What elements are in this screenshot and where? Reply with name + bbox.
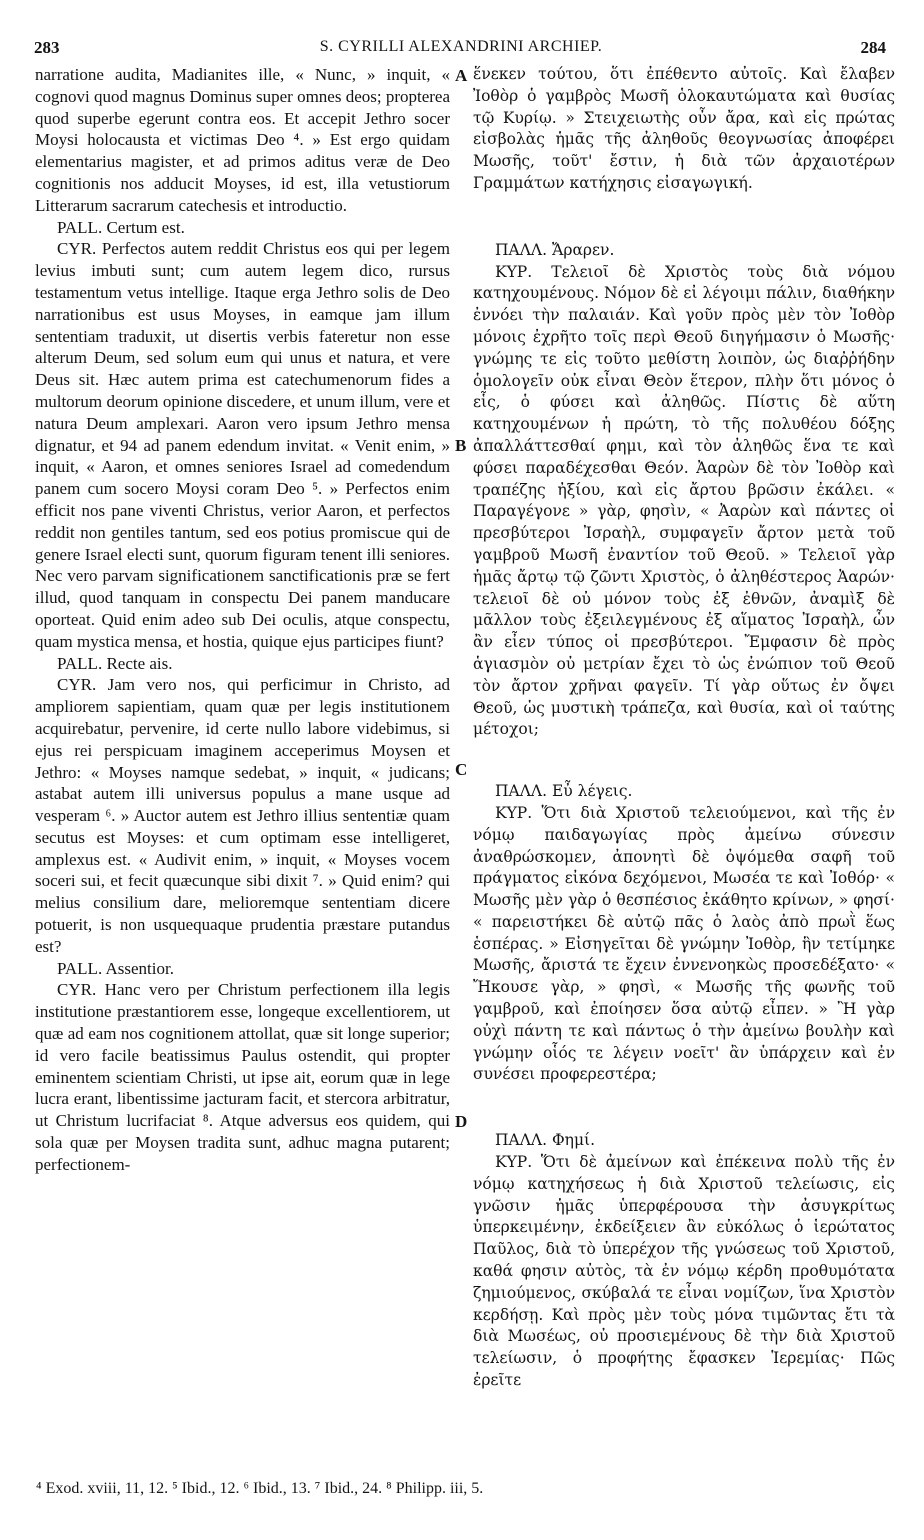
latin-column [35, 64, 450, 1176]
greek-paragraph: ΚΥΡ. Ὅτι δὲ ἀμείνων καὶ ἐπέκεινα πολὺ τῆς ἐν νόμῳ κατηχήσεως ἡ διὰ Χριστοῦ τελείωσις, εἰς γνῶσιν ἡμᾶς ὑπερφέρουσα τὴν ἀσυγκρίτως ὑπερκειμένην, ἐκδείξειεν ἂν εὐκόλως ὁ ἱερώτατος Παῦλος, διὰ τὸ ὑπερέχον τῆς γνώσεως τοῦ Χριστοῦ, καθά φησιν αὐτὸς, τὰ ἐν νόμῳ κέρδη προθυμότατα ζημιούμενος, σκύβαλά τε εἶναι νομίζων, ἵνα Χριστὸν κερδήσῃ. Καὶ πρὸς μὲν τοὺς μόνα τιμῶντας ἔτι τὰ διὰ Μωσέως, οὐ προσιεμένους δὲ τὴν διὰ Χριστοῦ τελείωσιν, ὁ προφήτης ἔφασκεν Ἱερεμίας· Πῶς ἐρεῖτε [473, 1153, 895, 1390]
section-marker-b: B [455, 436, 467, 455]
speaker-line: ΠΑΛΛ. Εὖ λέγεις. [495, 782, 633, 801]
greek-paragraph: ΚΥΡ. Ὅτι διὰ Χριστοῦ τελειούμενοι, καὶ τῆς ἐν νόμῳ παιδαγωγίας πρὸς ἀμείνω σύνεσιν ἀναθρώσκομεν, ἀπονητὶ δὲ ὀψόμεθα σαφῆ τοῦ πράγματος εἰκόνα δεχόμενοι, Μωσέα τε καὶ Ἰοθόρ· « Μωσῆς μὲν γὰρ ὁ θεσπέσιος ἐκάθητο κρίνων, » φησί· « παρειστήκει δὲ αὐτῷ πᾶς ὁ λαὸς ἀπὸ πρωῒ ἕως ἑσπέρας. » Εἰσηγεῖται δὲ γνώμην Ἰοθὸρ, ἣν τετίμηκε Μωσῆς, ἄριστά τε ἔχειν ἐννενοηκὼς προσεδέξατο· « Ἤκουσε γὰρ, » φησὶ, « Μωσῆς τῆς φωνῆς τοῦ γαμβροῦ, καὶ ἐποίησεν ὅσα αὐτῷ εἶπεν. » Ἢ γὰρ οὐχὶ πάντη τε καὶ πάντως ὁ τὴν ἀμείνω βουλὴν καὶ γνώμην οἷός τε λέγειν νοεῖτ' ἂν ὑπάρχειν καὶ ἐν συνέσει προφερεστέρα; [473, 803, 895, 1084]
speaker-line: ΠΑΛΛ. Ἄραρεν. [495, 240, 615, 259]
greek-paragraph: ΚΥΡ. Τελειοῖ δὲ Χριστὸς τοὺς διὰ νόμου κατηχουμένους. Νόμον δὲ εἰ λέγοιμι πάλιν, διαθήκην ἐννόει τὴν παλαιάν. Καὶ γοῦν πρὸς μὲν τὸν Ἰοθὸρ μόνοις ἐχρῆτο τοῖς περὶ Θεοῦ διηγήμασιν ὁ Μωσῆς· γνώμης τε εἰς τοῦτο μεθίστη λοιπὸν, ὡς διαῤῥήδην ὁμολογεῖν οὐκ εἶναι Θεὸν ἕτερον, πλὴν ὅτι μόνος ὁ εἷς, ὁ φύσει καὶ ἀληθῶς. Πίστις δὲ αὕτη κατηχουμένων ἡ πρώτη, τὸ τῆς πολυθέου δόξης ἀπαλλάττεσθαί φημι, καὶ τὸν ἀληθῶς ἕνα τε καὶ φύσει παραδέχεσθαι Θεόν. Ἀαρὼν δὲ τὸν Ἰοθὸρ καὶ τραπέζης ἠξίου, καὶ εἰς ἄρτου βρῶσιν ἐκάλει. « Παραγέγονε » γὰρ, φησὶν, « Ἀαρὼν καὶ πάντες οἱ πρεσβύτεροι Ἰσραὴλ, συμφαγεῖν ἄρτον μετὰ τοῦ γαμβροῦ Μωσῆ ἐναντίον τοῦ Θεοῦ. » Τελειοῖ γὰρ ἡμᾶς ἄρτῳ τῷ ζῶντι Χριστὸς, ὁ ἀληθέστερος Ἀαρών· τελειοῖ δὲ οὐ μόνον τοὺς ἐξ ἐθνῶν, ἀναμὶξ δὲ μᾶλλον τοὺς ἐξειλεγμένους ἐξ αἵματος Ἰσραὴλ, ὧν ἂν εἶεν τύπος οἱ πρεσβύτεροι. Ἔμφασιν δὲ πρὸς ἁγιασμὸν οὐ μετρίαν ἔχει τὸ ὡς ἐνώπιον τοῦ Θεοῦ τὸν ἄρτον χρῆναι φαγεῖν. Τί γὰρ οὕτως ἐν ὄψει Θεοῦ, ὡς μυστικὴ τράπεζα, καὶ θυσία, καὶ οἱ ταύτης μέτοχοι; [473, 262, 895, 739]
section-marker-c: C [455, 760, 468, 779]
latin-paragraph: CYR. Hanc vero per Christum perfectionem illa legis institutione præstantiorem esse, longeque excellentiorem, ut quæ ad eam nos cognitionem attollat, quæ sit longe superior; id vero facile beatissimus Paulus ostendit, qui propter eminentem scientiam Christi, ut ipse ait, eorum quæ in lege lucra erant, libentissime jacturam facit, et stercora arbitratur, ut Christum lucrifaciat ⁸. Atque adversus eos quidem, qui sola quæ per Moysen tradita sunt, adhuc magna putarent; perfectionem- [35, 980, 450, 1174]
latin-paragraph: CYR. Jam vero nos, qui perficimur in Christo, ad ampliorem sapientiam, quam quæ per legis institutionem acquirebatur, pervenire, id certe nullo labore videbimus, si ejus rei perspicuam imaginem acceperimus Moysen et Jethro: « Moyses namque sedebat, » inquit, « judicans; astabat autem illi universus populus a mane usque ad vesperam ⁶. » Auctor autem est Jethro illius sententiæ quam secutus est Moyses: et cum optimam esse intelligeret, amplexus est. « Audivit enim, » inquit, « Moyses vocem soceri sui, et fecit quæcunque sibi dixit ⁷. » Quid enim? qui melius consilium dare, melioremque sententiam dicere potuerit, is non usquequaque prudentia præstare putandus est? [35, 675, 450, 956]
speaker-line: PALL. Assentior. [57, 958, 174, 978]
footnotes: ⁴ Exod. xviii, 11, 12. ⁵ Ibid., 12. ⁶ Ibid., 13. ⁷ Ibid., 24. ⁸ Philipp. iii, 5. [36, 1480, 484, 1497]
speaker-line: PALL. Certum est. [57, 217, 185, 237]
page-number-right: 284 [860, 38, 886, 57]
greek-column [473, 64, 895, 1392]
section-marker-d: D [455, 1112, 468, 1131]
greek-paragraph: ἕνεκεν τούτου, ὅτι ἐπέθεντο αὐτοῖς. Καὶ ἔλαβεν Ἰοθὸρ ὁ γαμβρὸς Μωσῆ ὁλοκαυτώματα καὶ θυσίας τῷ Κυρίῳ. » Στειχειωτὴς οὖν ἄρα, καὶ εἰς πρώτας εἰσβολὰς ἡμᾶς τῆς ἀληθοῦς θεογνωσίας ἀποφέρει Μωσῆς, τοῦτ' ἔστιν, ἡ διὰ τῶν ἀρχαιοτέρων Γραμμάτων κατήχησις εἰσαγωγική. [473, 65, 895, 192]
page-header [30, 38, 892, 64]
running-title: S. CYRILLI ALEXANDRINI ARCHIEP. [319, 38, 603, 55]
speaker-line: PALL. Recte ais. [57, 653, 173, 673]
section-marker-a: A [455, 66, 468, 85]
latin-paragraph: narratione audita, Madianites ille, « Nunc, » inquit, « cognovi quod magnus Dominus super omnes deos; propterea quod superbe egerunt contra eos. Et accepit Jethro socer Moysi holocausta et victimas Deo ⁴. » Est ergo quidam elementarius magister, et ad primos aditus veræ de Deo cognitionis nos adducit Moyses, id est, illa vetustiorum Litterarum sacrarum catechesis et introductio. [35, 65, 451, 215]
speaker-line: ΠΑΛΛ. Φημί. [495, 1131, 596, 1150]
latin-paragraph: CYR. Perfectos autem reddit Christus eos qui per legem levius imbuti sunt; cum autem legem dico, rursus testamentum vetus intellige. Itaque erga Jethro solis de Deo narrationibus est usus Moyses, in eamque jam illum sententiam traduxit, ut disertis verbis fateretur non esse alterum Deum, sed solum eum qui unus et natura, et vere Deus sit. Hæc autem prima est catechumenorum fides a multorum deorum opinione discedere, et unum illum, vere et natura Deum amplexari. Aaron vero ipsum Jethro mensa dignatur, et 94 ad panem edendum invitat. « Venit enim, » inquit, « Aaron, et omnes seniores Israel ad comedendum panem cum socero Moysi coram Deo ⁵. » Perfectos enim efficit nos pane viventi Christus, verior Aaron, et perfectos reddit non gentiles tantum, sed eos potius promiscue qui de genere Israel electi sunt, quorum figuram tenent illi seniores. Nec vero parvam significationem sanctificationis præ se fert illud, quod tanquam in conspectu Dei panem manducare oporteat. Quid enim adeo sub Dei oculis, atque conspectu, quam mystica mensa, et hostia, quique ejus participes fiunt? [35, 239, 450, 651]
page-number-left: 283 [34, 38, 60, 57]
